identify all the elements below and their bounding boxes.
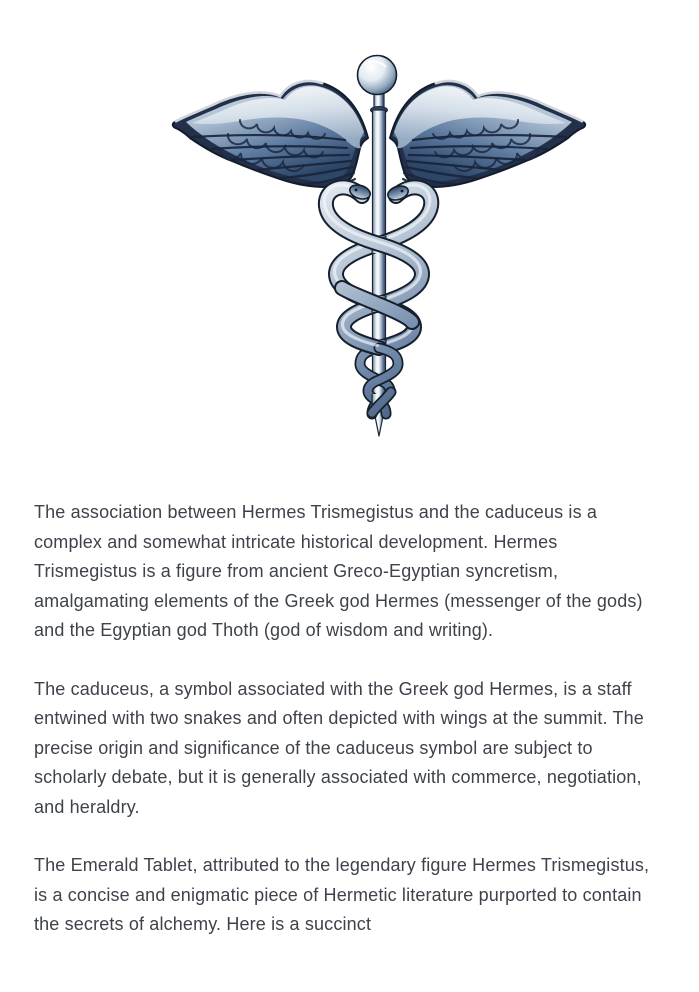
paragraph-1: The association between Hermes Trismegistus and the caduceus is a complex and somewhat intricate historical development. Hermes Trismegistus is a figure from ancient Greco-Egyptian syncretism, amalgamating elements of the Greek god Hermes (messenger of the gods) and the Egyptian god Thoth (god of wisdom and writing). [34,502,643,640]
message-text [34,498,663,940]
paragraph-3: The Emerald Tablet, attributed to the legendary figure Hermes Trismegistus, is a concise and enigmatic piece of Hermetic literature purported to contain the secrets of alchemy. Here is a succinct [34,855,650,934]
paragraph-2: The caduceus, a symbol associated with the Greek god Hermes, is a staff entwined with two snakes and often depicted with wings at the summit. The precise origin and significance of the caduceus symbol are subject to scholarly debate, but it is generally associated with commerce, negotiation, and heraldry. [34,678,644,817]
caduceus-illustration [0,0,699,470]
caduceus-left-wing [173,81,368,187]
caduceus-orb [358,56,397,95]
caduceus-right-wing [390,81,585,187]
generated-image[interactable] [0,0,699,470]
